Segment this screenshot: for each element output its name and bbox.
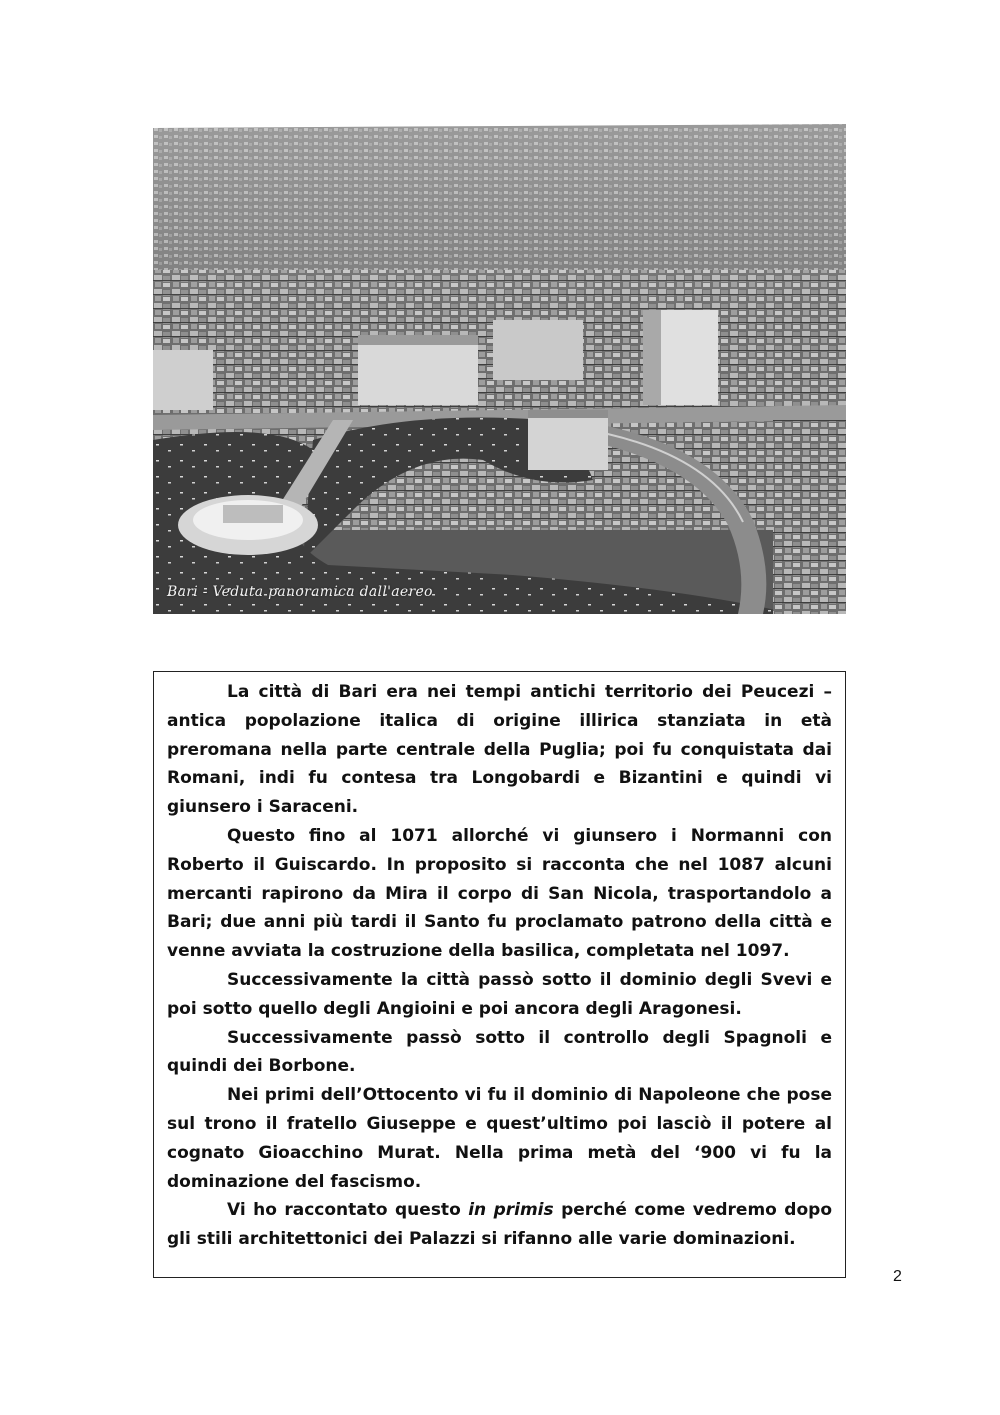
- paragraph-2: Questo fino al 1071 allorché vi giunsero i Normanni con Roberto il Guiscardo. In proposito si racconta che nel 1087 alcuni mercanti rapirono da Mira il corpo di San Nicola, trasportandolo a Bari; due anni più tardi il Santo fu proclamato patrono della città e venne avviata la costruzione della basilica, completata nel 1097.: [167, 825, 832, 962]
- paragraph-6-before: Vi ho raccontato questo: [227, 1200, 469, 1221]
- history-text-box: [153, 671, 846, 1278]
- paragraph-4: Successivamente passò sotto il controllo degli Spagnoli e quindi dei Borbone.: [167, 1027, 832, 1077]
- paragraph-1: La città di Bari era nei tempi antichi territorio dei Peucezi – antica popolazione italica di origine illirica stanziata in età preromana nella parte centrale della Puglia; poi fu conquistata dai Romani, indi fu contesa tra Longobardi e Bizantini e quindi vi giunsero i Saraceni.: [167, 682, 832, 818]
- paragraph-6-after: perché come vedremo dopo gli stili architettonici dei Palazzi si rifanno alle varie dominazioni.: [167, 1200, 833, 1250]
- aerial-photo-bari: [153, 120, 846, 614]
- page-number: 2: [893, 1268, 902, 1285]
- aerial-photo-drawing: [153, 120, 846, 614]
- paragraph-3: Successivamente la città passò sotto il dominio degli Svevi e poi sotto quello degli Angioini e poi ancora degli Aragonesi.: [167, 969, 832, 1019]
- paragraph-6: [167, 1196, 832, 1254]
- photo-caption: Bari - Veduta panoramica dall'aereo: [167, 584, 433, 600]
- paragraph-6-italic: in primis: [468, 1200, 554, 1221]
- paragraph-5: Nei primi dell’Ottocento vi fu il dominio di Napoleone che pose sul trono il fratello Giuseppe e quest’ultimo poi lasciò il potere al cognato Gioacchino Murat. Nella prima metà del ‘900 vi fu la dominazione del fascismo.: [167, 1085, 832, 1192]
